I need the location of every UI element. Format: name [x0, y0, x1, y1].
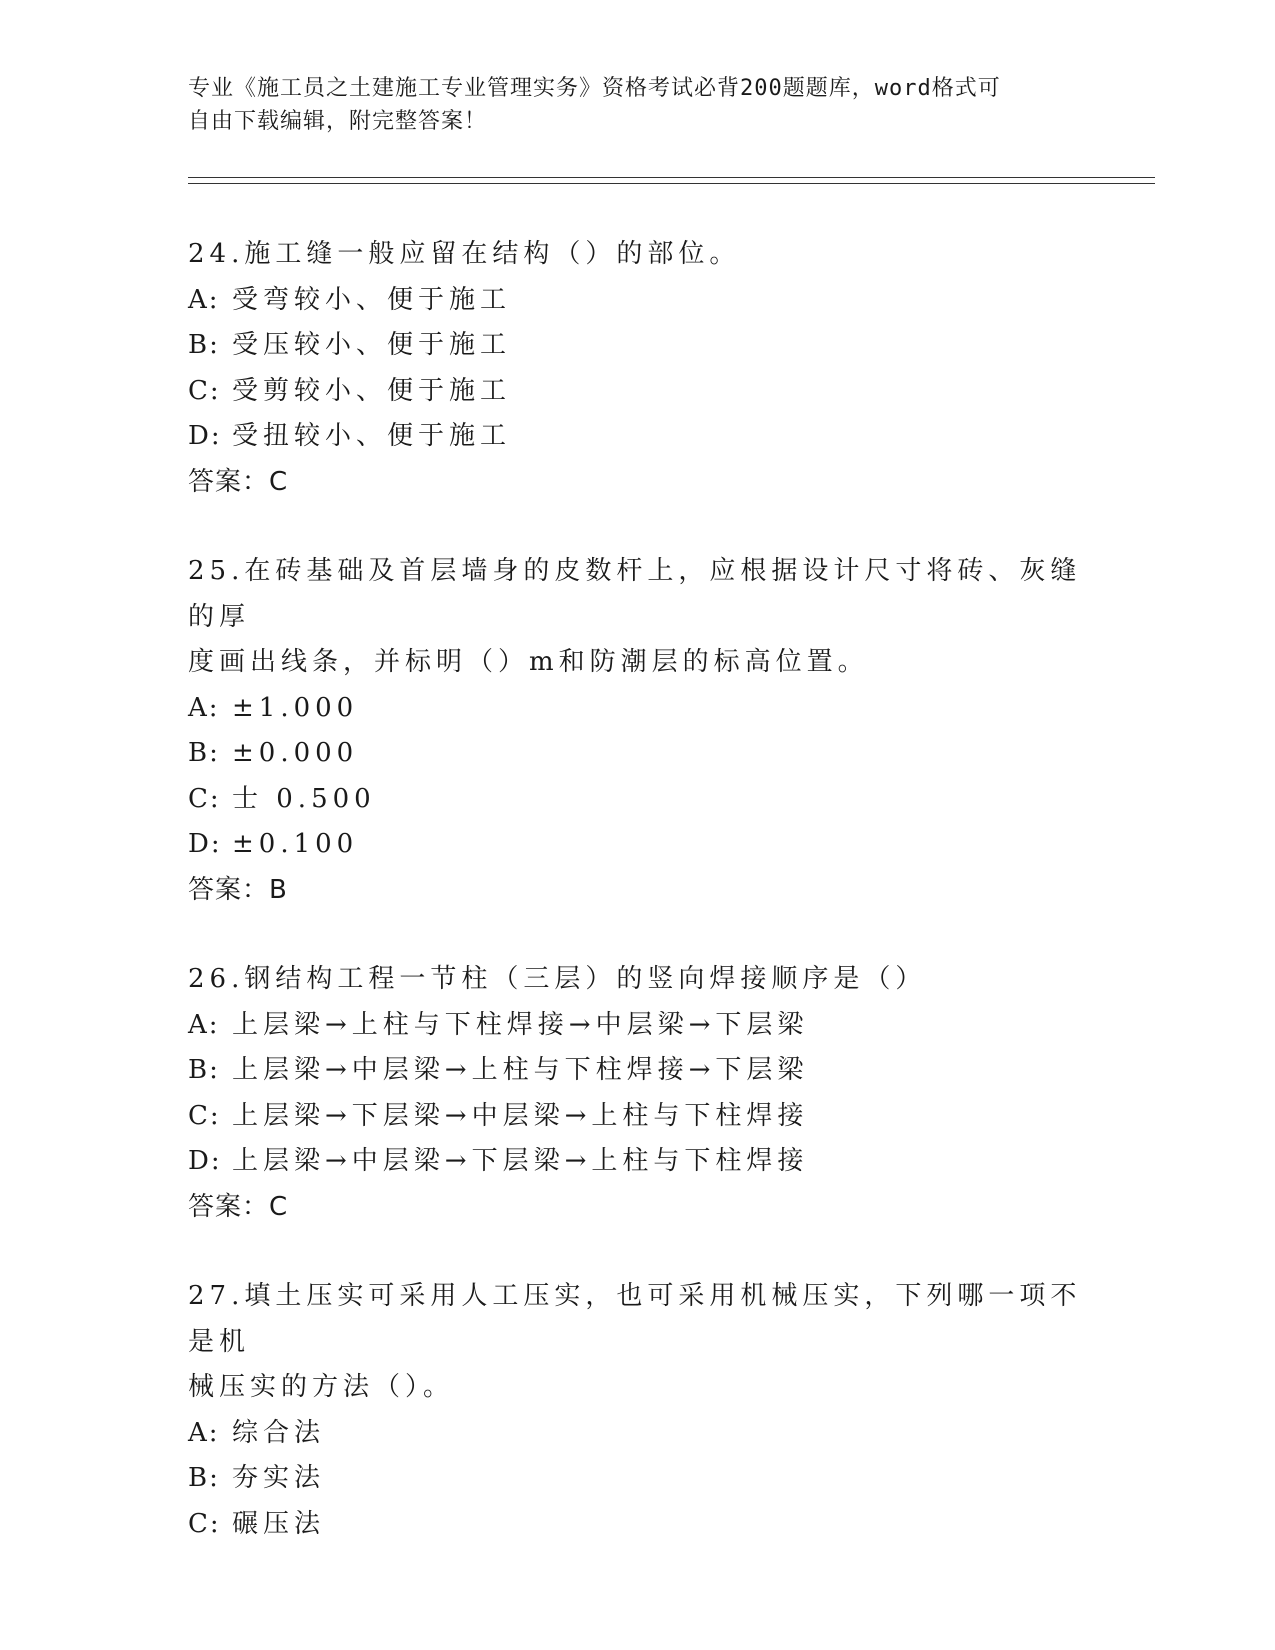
option-b — [188, 1456, 1088, 1502]
question-stem-line-2: 械压实的方法（）。 — [188, 1372, 455, 1402]
option-a — [188, 686, 1088, 732]
question-stem-line-1: 25.在砖基础及首层墙身的皮数杆上，应根据设计尺寸将砖、灰缝的厚 — [188, 556, 1082, 632]
option-text: 上层梁→下层梁→中层梁→上柱与下柱焊接 — [232, 1100, 809, 1131]
option-c — [188, 369, 1088, 415]
option-b — [188, 323, 1088, 369]
option-key: C: — [188, 1508, 221, 1539]
document-header — [188, 72, 1088, 138]
question-24 — [188, 232, 1088, 505]
option-text: 士 0.500 — [232, 783, 376, 814]
option-c — [188, 1502, 1088, 1548]
option-d — [188, 1139, 1088, 1185]
option-text: 上层梁→上柱与下柱焊接→中层梁→下层梁 — [232, 1009, 809, 1040]
option-a — [188, 1003, 1088, 1049]
option-key: B: — [188, 738, 220, 768]
option-key: C: — [188, 375, 221, 406]
option-text: ±1.000 — [232, 692, 359, 723]
option-key: C: — [188, 1100, 221, 1131]
question-stem-line-2: 度画出线条，并标明（）m和防潮层的标高位置。 — [188, 647, 869, 677]
option-key: D: — [188, 421, 222, 451]
option-text: 碾压法 — [232, 1508, 326, 1539]
answer-line: 答案：B — [188, 874, 288, 905]
option-text: 综合法 — [232, 1417, 326, 1448]
option-text: 上层梁→中层梁→上柱与下柱焊接→下层梁 — [232, 1055, 809, 1085]
answer-line: 答案：C — [188, 1191, 289, 1222]
option-text: 上层梁→中层梁→下层梁→上柱与下柱焊接 — [232, 1146, 809, 1176]
question-26 — [188, 957, 1088, 1230]
question-stem-line-1: 27.填土压实可采用人工压实，也可采用机械压实，下列哪一项不是机 — [188, 1281, 1082, 1357]
option-text: ±0.000 — [232, 738, 359, 768]
option-key: D: — [188, 829, 222, 859]
option-d — [188, 822, 1088, 868]
option-b — [188, 1048, 1088, 1094]
header-double-rule — [188, 177, 1155, 184]
question-27 — [188, 1274, 1088, 1547]
option-text: 受剪较小、便于施工 — [232, 375, 512, 406]
answer-line: 答案：C — [188, 466, 289, 497]
question-stem: 24.施工缝一般应留在结构（）的部位。 — [188, 239, 741, 269]
option-a — [188, 1411, 1088, 1457]
option-text: 受压较小、便于施工 — [232, 330, 512, 360]
option-key: B: — [188, 1055, 220, 1085]
question-25 — [188, 549, 1088, 913]
header-title-line-2: 自由下载编辑，附完整答案！ — [188, 109, 488, 134]
option-key: C: — [188, 783, 221, 814]
option-key: B: — [188, 1463, 220, 1493]
question-stem: 26.钢结构工程一节柱（三层）的竖向焊接顺序是（） — [188, 964, 927, 994]
option-key: A: — [188, 284, 220, 315]
option-key: B: — [188, 330, 220, 360]
option-b — [188, 731, 1088, 777]
option-a — [188, 278, 1088, 324]
option-d — [188, 414, 1088, 460]
option-key: A: — [188, 692, 220, 723]
option-key: D: — [188, 1146, 222, 1176]
option-text: ±0.100 — [232, 829, 359, 859]
option-key: A: — [188, 1417, 220, 1448]
option-text: 受扭较小、便于施工 — [232, 421, 512, 451]
header-title-line-1: 专业《施工员之土建施工专业管理实务》资格考试必背200题题库，word格式可 — [188, 76, 1001, 101]
option-c — [188, 1094, 1088, 1140]
option-key: A: — [188, 1009, 220, 1040]
option-text: 受弯较小、便于施工 — [232, 284, 512, 315]
option-c — [188, 777, 1088, 823]
option-text: 夯实法 — [232, 1463, 326, 1493]
question-list — [188, 232, 1088, 1591]
